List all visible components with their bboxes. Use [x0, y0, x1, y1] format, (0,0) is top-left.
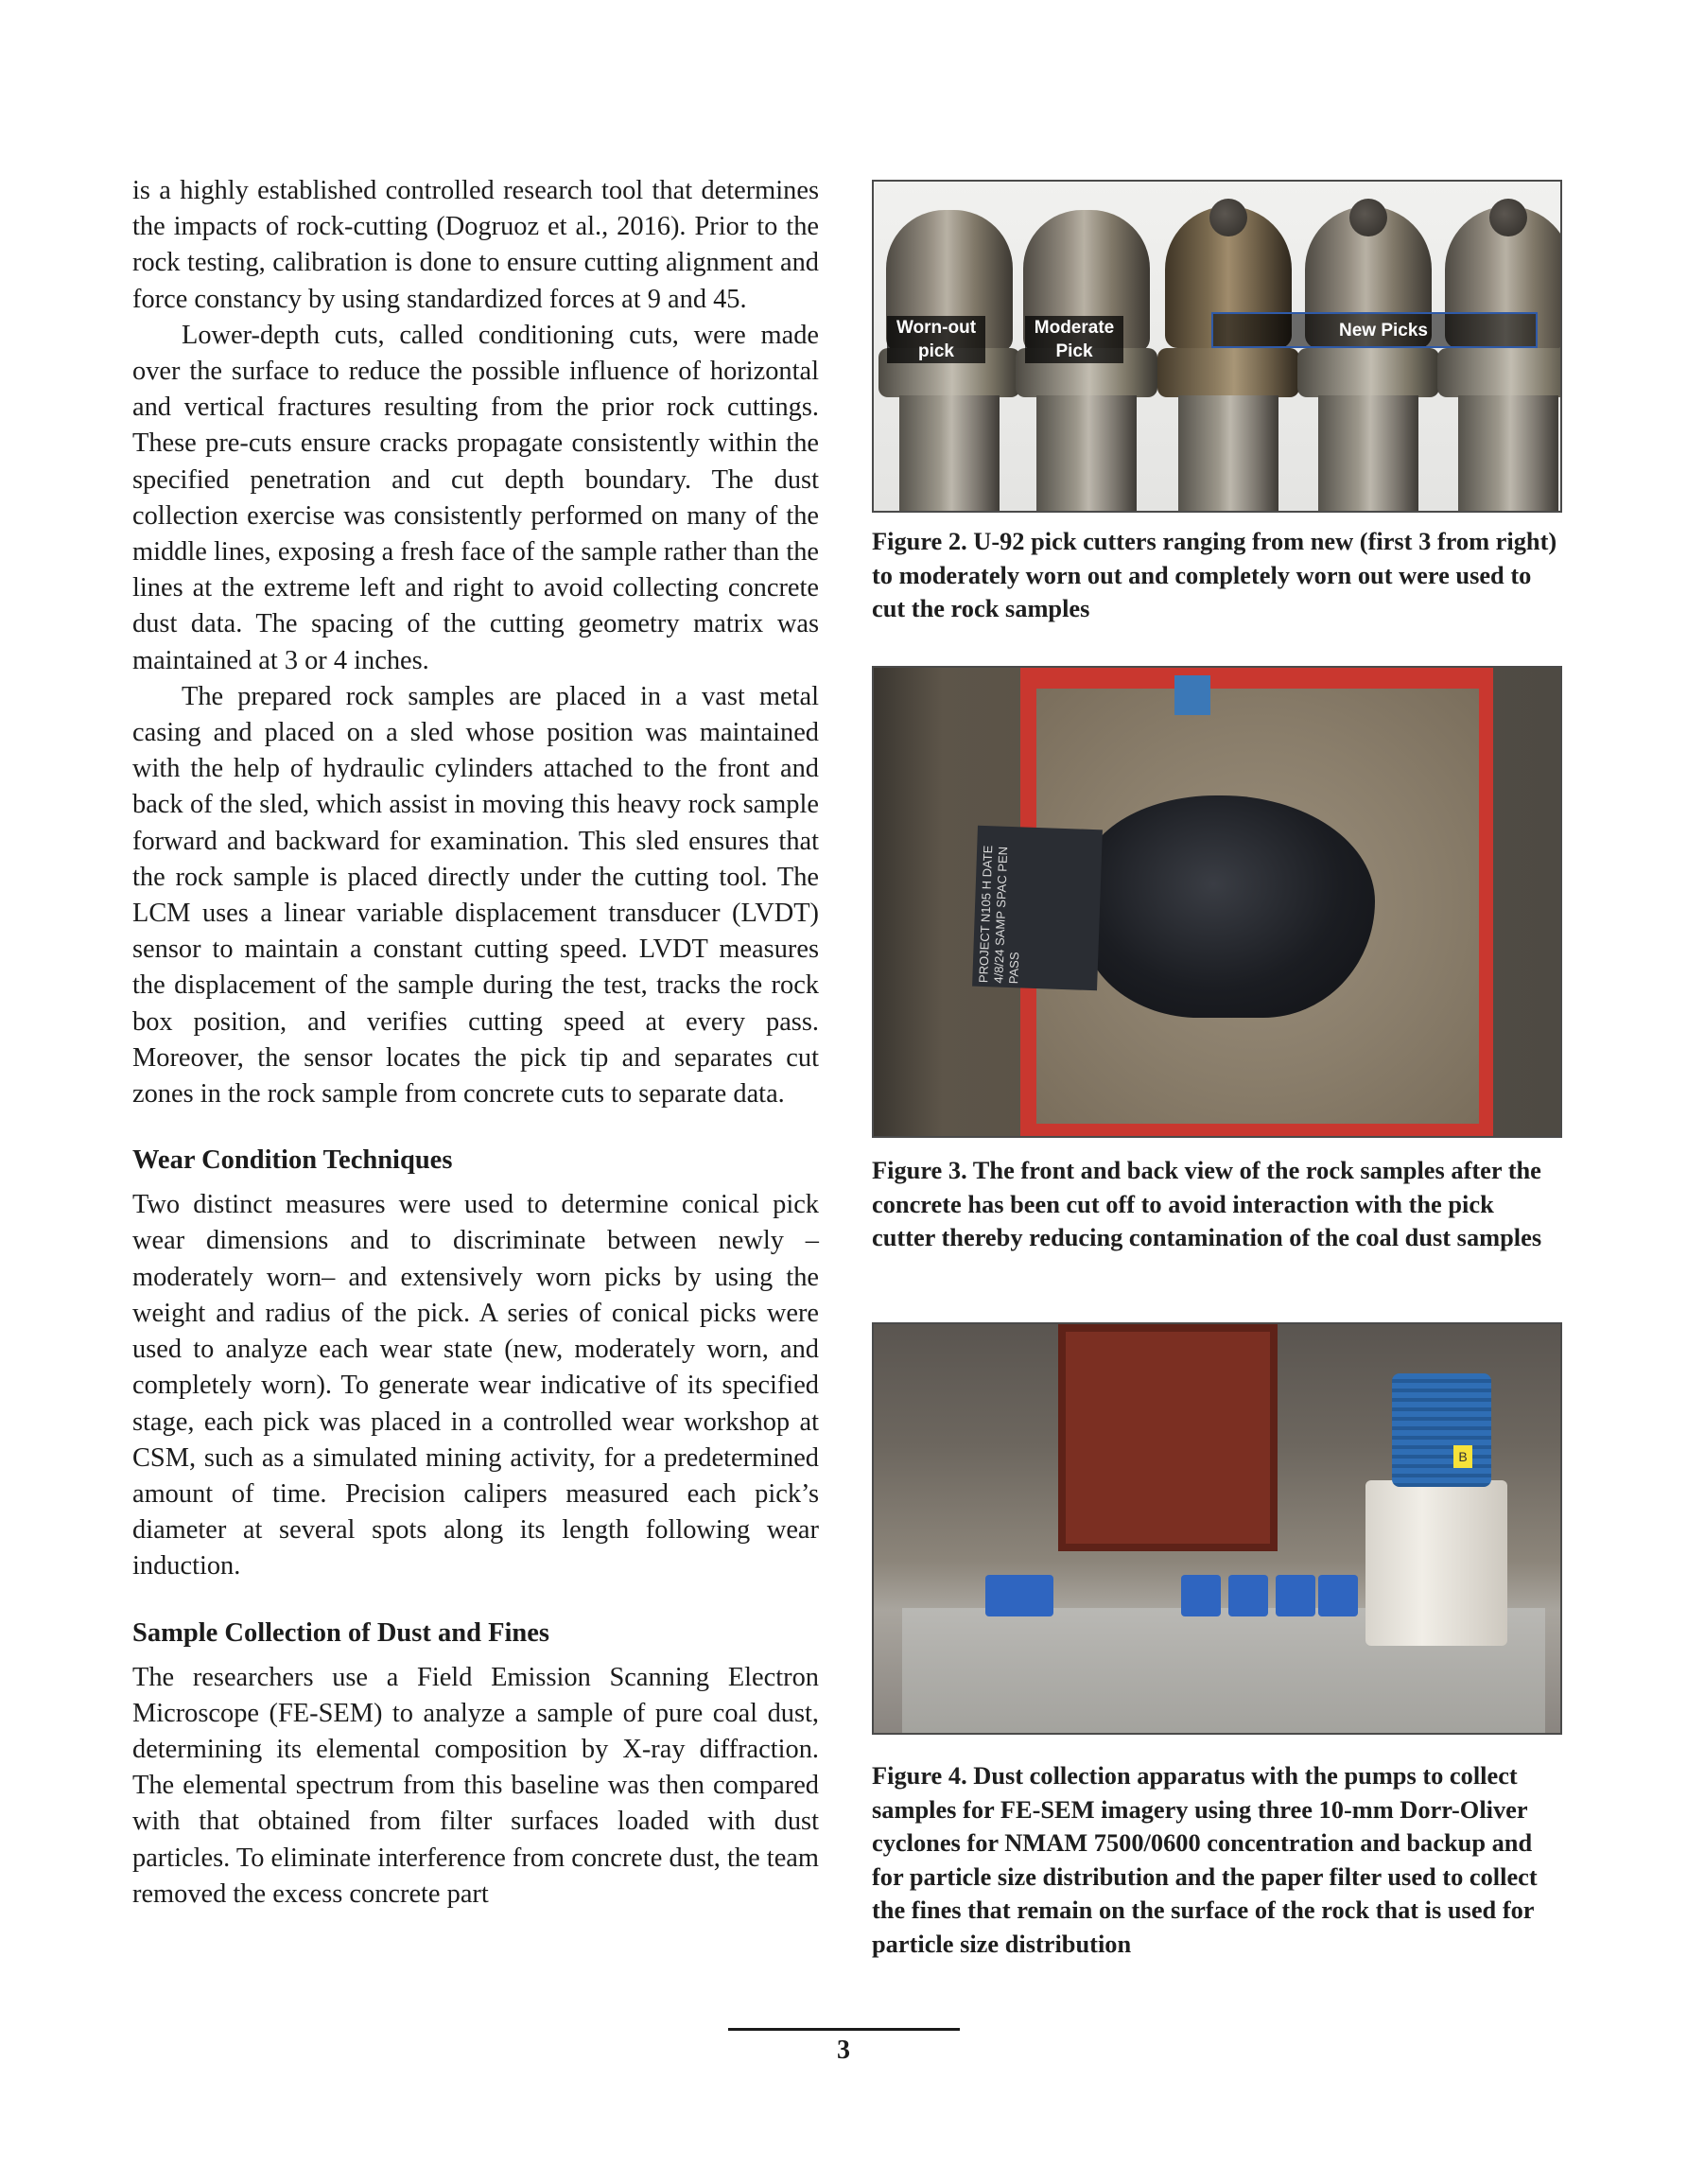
- sampling-pump: [1276, 1575, 1315, 1616]
- label-moderate-pick: Moderate Pick: [1025, 316, 1123, 363]
- sampling-pump: [1228, 1575, 1268, 1616]
- body-paragraph: Two distinct measures were used to determine conical pick wear dimensions and to discriminate between newly – moderately worn– and extensively worn picks by using the weight and radius of the pick. A series of conical picks were used to analyze each wear state (new, moderately worn, and completely worn). To generate wear indicative of its specified stage, each pick was placed in a controlled wear workshop at CSM, such as a simulated mining activity, for a predetermined amount of time. Precision calipers measured each pick’s diameter at several spots along its length following wear induction.: [132, 1190, 819, 1581]
- page-number: 3: [837, 2035, 850, 2065]
- figure-4-dust-apparatus-photo: [872, 1322, 1562, 1735]
- coal-sample: [1082, 795, 1375, 1018]
- left-text-column: [132, 173, 819, 1913]
- figure-2-pick-cutters-photo: [872, 180, 1562, 513]
- figure-3-caption: Figure 3. The front and back view of the rock samples after the concrete has been cut off to avoid interaction with the pick cutter thereby reducing contamination of the coal dust samples: [872, 1156, 1542, 1251]
- figure-2-caption: Figure 2. U-92 pick cutters ranging from new (first 3 from right) to moderately worn out and completely worn out were used to cut the rock samples: [872, 527, 1557, 622]
- label-new-picks: New Picks: [1339, 321, 1428, 341]
- body-paragraph: The prepared rock samples are placed in a vast metal casing and placed on a sled whose position was maintained with the help of hydraulic cylinders attached to the front and back of the sled, which assist in moving this heavy rock sample forward and backward for examination. This sled ensures that the rock sample is placed directly under the cutting tool. The LCM uses a linear variable displacement transducer (LVDT) sensor to maintain a constant cutting speed. LVDT measures the displacement of the sample during the test, tracks the rock box position, and verifies cutting speed at every pass. Moreover, the sensor locates the pick tip and separates cut zones in the rock sample from concrete cuts to separate data.: [132, 681, 819, 1109]
- sample-label-card: PROJECT N105 H DATE 4/8/24 SAMP SPAC PEN PASS: [972, 826, 1103, 991]
- figure-4-caption: Figure 4. Dust collection apparatus with the pumps to collect samples for FE-SEM imagery using three 10-mm Dorr-Oliver cyclones for NMAM 7500/0600 concentration and backup and for particle size distribution and the paper filter used to collect the fines that remain on the surface of the rock that is used for particle size distribution: [872, 1761, 1538, 1958]
- body-paragraph: The researchers use a Field Emission Scanning Electron Microscope (FE-SEM) to analyze a sample of pure coal dust, determining its elemental composition by X-ray diffraction. The elemental spectrum from this baseline was then compared with that obtained from filter surfaces loaded with dust particles. To eliminate interference from concrete dust, the team removed the excess concrete part: [132, 1662, 819, 1909]
- figure-3-rock-sample-photo: [872, 666, 1562, 1138]
- section-heading: Sample Collection of Dust and Fines: [132, 1617, 549, 1648]
- sampling-pump: [1318, 1575, 1358, 1616]
- body-paragraph: Lower-depth cuts, called conditioning cuts, were made over the surface to reduce the possible influence of horizontal and vertical fractures resulting from the prior rock cuttings. These pre-cuts ensure cracks propagate consistently within the specified penetration and cut depth boundary. The dust collection exercise was consistently performed on many of the middle lines, exposing a fresh face of the sample rather than the lines at the extreme left and right to avoid collecting concrete dust data. The spacing of the cutting geometry matrix was maintained at 3 or 4 inches.: [132, 320, 819, 675]
- blue-filter: [1392, 1373, 1491, 1487]
- footer-rule: [728, 2028, 960, 2031]
- red-shelf: [1058, 1324, 1278, 1551]
- body-paragraph: is a highly established controlled research tool that determines the impacts of rock-cutting (Dogruoz et al., 2016). Prior to the rock testing, calibration is done to ensure cutting alignment and force constancy by using standardized forces at 9 and 45.: [132, 176, 819, 314]
- label-worn-out-pick: Worn-out pick: [887, 316, 985, 363]
- vacuum-bucket: [1365, 1480, 1507, 1646]
- blue-clamp: [1174, 675, 1210, 715]
- sampling-pump: [985, 1575, 1053, 1616]
- filter-label-b: B: [1453, 1445, 1472, 1468]
- section-heading: Wear Condition Techniques: [132, 1145, 453, 1176]
- sampling-pump: [1181, 1575, 1221, 1616]
